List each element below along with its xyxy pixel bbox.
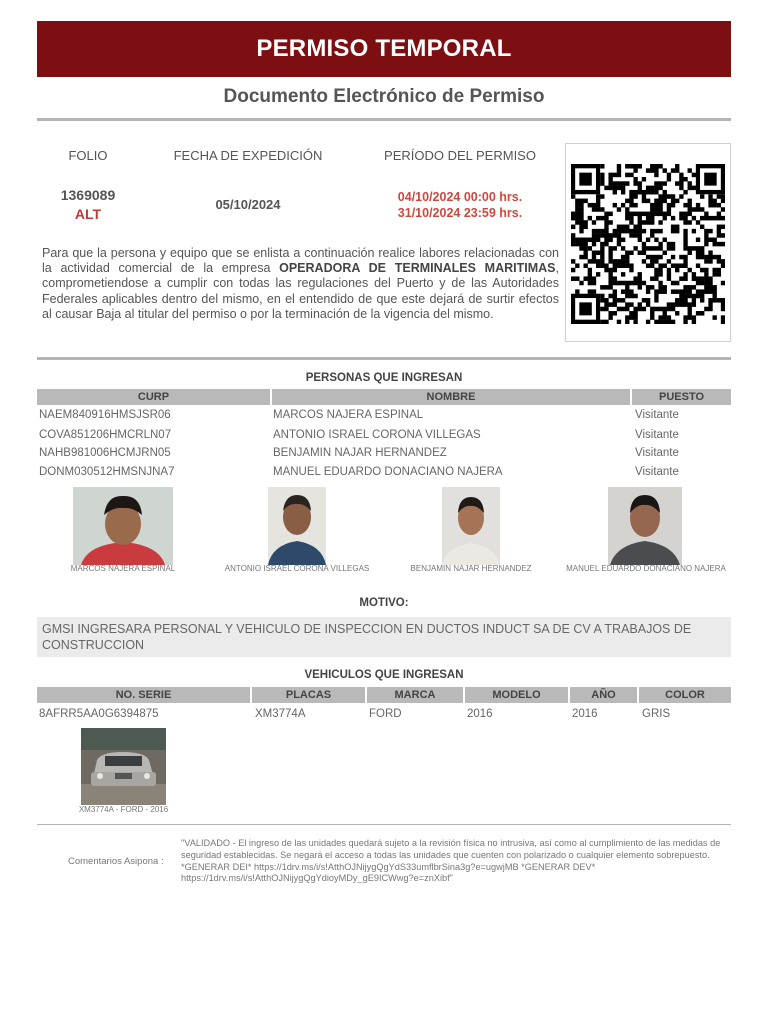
nombre-cell: BENJAMIN NAJAR HERNANDEZ bbox=[273, 447, 447, 459]
th-placas: PLACAS bbox=[252, 687, 365, 703]
curp-cell: DONM030512HMSNJNA7 bbox=[39, 466, 175, 478]
photo-caption: ANTONIO ISRAEL CORONA VILLEGAS bbox=[224, 564, 370, 573]
anio-cell: 2016 bbox=[572, 708, 598, 720]
folio-suffix: ALT bbox=[74, 206, 102, 222]
color-cell: GRIS bbox=[642, 708, 671, 720]
puesto-cell: Visitante bbox=[635, 409, 679, 421]
comentarios-text: "VALIDADO - El ingreso de las unidades quedará sujeto a la revisión física no intrusiva, así como al cumplimiento de las medidas de seguridad establecidas. Se negará el acceso a todas las unidades que cuenten con polarizado o cualquier elemento sobrepuesto. *GENERAR DEI* https://1drv.ms/i/s!AtthOJNijygQgYdS33umflbrSina3g?e=ugwjMB *GENERAR DEV* https://1drv.ms/i/s!AtthOJNijygQgYdioyMDy_gE9ICWwg?e=znXibf" bbox=[181, 838, 721, 884]
comentarios-label: Comentarios Asipona : bbox=[68, 856, 164, 867]
th-color: COLOR bbox=[639, 687, 731, 703]
curp-cell: NAEM840916HMSJSR06 bbox=[39, 409, 171, 421]
th-serie: NO. SERIE bbox=[37, 687, 250, 703]
vehicle-caption: XM3774A - FORD - 2016 bbox=[78, 805, 169, 814]
page-title-banner bbox=[37, 21, 731, 77]
folio-number: 1369089 bbox=[60, 187, 116, 203]
description-text-1: Para que la persona y equipo que se enlista a continuación realice labores relacionadas con la actividad comercial de la empresa bbox=[42, 246, 559, 276]
th-puesto: PUESTO bbox=[632, 389, 731, 405]
personas-title: PERSONAS QUE INGRESAN bbox=[305, 372, 463, 384]
person-photo bbox=[442, 487, 500, 565]
periodo-label: PERÍODO DEL PERMISO bbox=[384, 148, 536, 163]
placas-cell: XM3774A bbox=[255, 708, 306, 720]
puesto-cell: Visitante bbox=[635, 429, 679, 441]
divider bbox=[37, 118, 731, 121]
nombre-cell: MARCOS NAJERA ESPINAL bbox=[273, 409, 424, 421]
marca-cell: FORD bbox=[369, 708, 402, 720]
nombre-cell: ANTONIO ISRAEL CORONA VILLEGAS bbox=[273, 429, 481, 441]
company-name: OPERADORA DE TERMINALES MARITIMAS bbox=[279, 261, 556, 276]
th-anio: AÑO bbox=[570, 687, 637, 703]
divider bbox=[37, 824, 731, 825]
permit-description bbox=[42, 246, 559, 322]
puesto-cell: Visitante bbox=[635, 466, 679, 478]
photo-caption: MANUEL EDUARDO DONACIANO NAJERA bbox=[566, 564, 726, 573]
qr-code-box bbox=[565, 143, 731, 342]
description-text-2: , comprometiendose a cumplir con todas las regulaciones del Puerto y de las Autoridades Federales aplicables dentro del mismo, en el entendido de que este dejará de surtir efectos al causar Baja al titular del permiso o por la terminación de la vigencia del mismo. bbox=[42, 261, 559, 321]
page-title: PERMISO TEMPORAL bbox=[256, 35, 512, 62]
fecha-label: FECHA DE EXPEDICIÓN bbox=[173, 148, 323, 163]
qr-code-icon bbox=[571, 164, 725, 324]
document-subtitle: Documento Electrónico de Permiso bbox=[223, 86, 545, 107]
curp-cell: NAHB981006HCMJRN05 bbox=[39, 447, 171, 459]
modelo-cell: 2016 bbox=[467, 708, 493, 720]
fecha-expedicion: 05/10/2024 bbox=[215, 197, 281, 212]
person-photo bbox=[73, 487, 173, 565]
th-marca: MARCA bbox=[367, 687, 463, 703]
photo-caption: MARCOS NAJERA ESPINAL bbox=[70, 564, 176, 573]
serie-cell: 8AFRR5AA0G6394875 bbox=[39, 708, 159, 720]
periodo-inicio: 04/10/2024 00:00 hrs. bbox=[397, 190, 523, 204]
person-photo bbox=[268, 487, 326, 565]
curp-cell: COVA851206HMCRLN07 bbox=[39, 429, 172, 441]
vehiculos-title: VEHICULOS QUE INGRESAN bbox=[304, 669, 464, 681]
motivo-text: GMSI INGRESARA PERSONAL Y VEHICULO DE INSPECCION EN DUCTOS INDUCT SA DE CV A TRABAJOS DE CONSTRUCCION bbox=[37, 617, 731, 657]
photo-caption: BENJAMIN NAJAR HERNANDEZ bbox=[410, 564, 532, 573]
motivo-title: MOTIVO: bbox=[359, 597, 409, 609]
folio-label: FOLIO bbox=[68, 148, 108, 163]
puesto-cell: Visitante bbox=[635, 447, 679, 459]
th-curp: CURP bbox=[37, 389, 270, 405]
th-modelo: MODELO bbox=[465, 687, 568, 703]
divider bbox=[37, 357, 731, 360]
periodo-fin: 31/10/2024 23:59 hrs. bbox=[397, 206, 523, 220]
periodo-permiso bbox=[370, 189, 550, 221]
vehicle-photo bbox=[81, 728, 166, 805]
nombre-cell: MANUEL EDUARDO DONACIANO NAJERA bbox=[273, 466, 503, 478]
person-photo bbox=[608, 487, 682, 565]
th-nombre: NOMBRE bbox=[272, 389, 630, 405]
